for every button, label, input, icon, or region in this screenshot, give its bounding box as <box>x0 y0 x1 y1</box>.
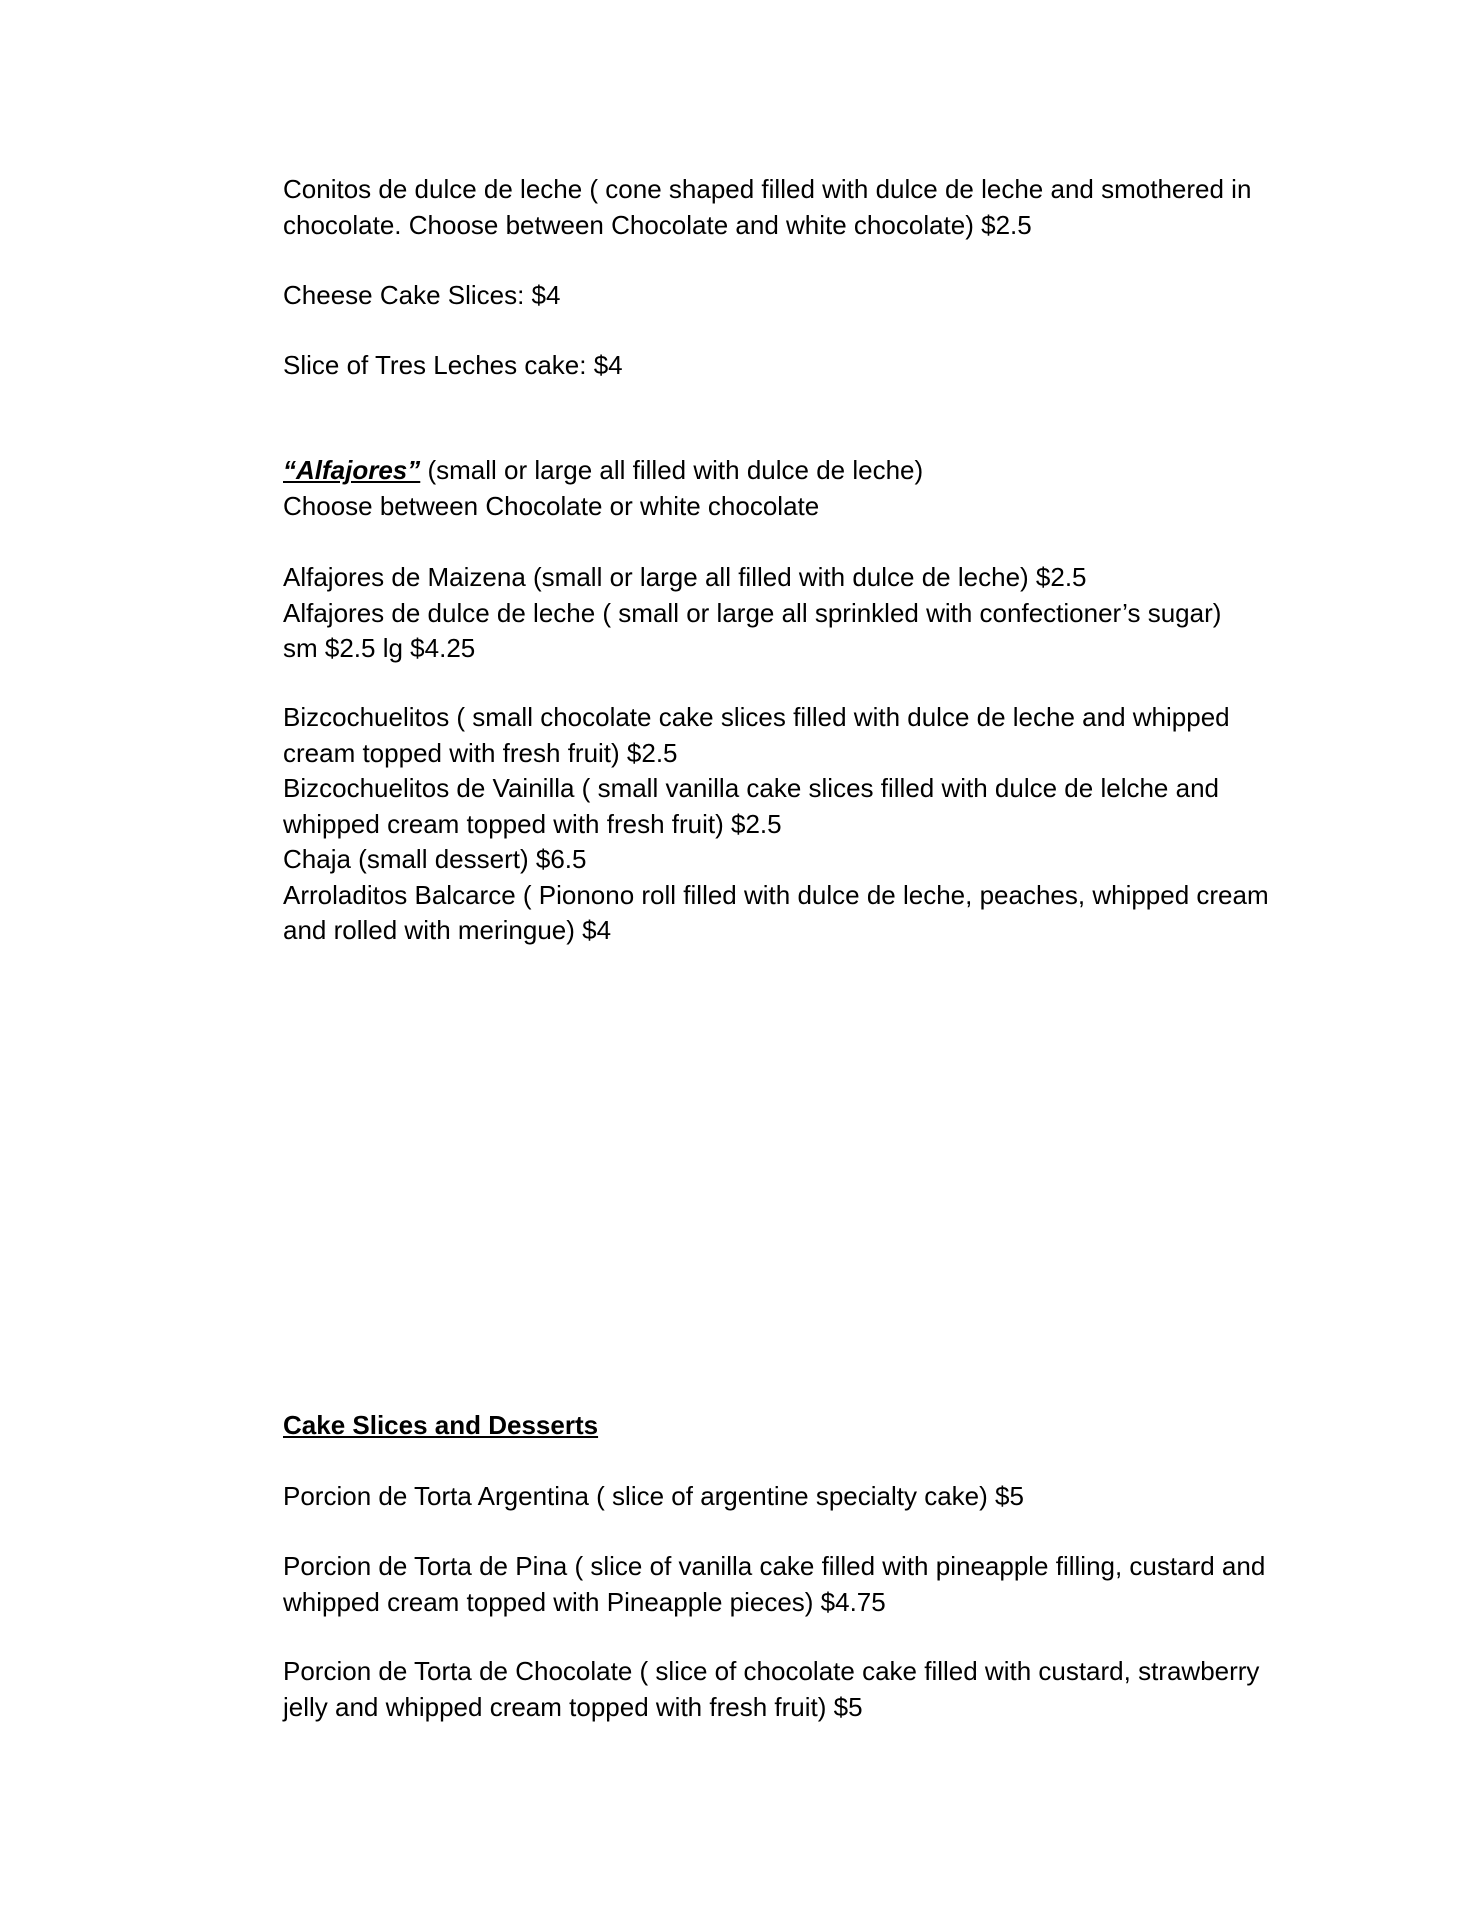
menu-item-text: chocolate. Choose between Chocolate and white chocolate) $2.5 <box>283 209 1032 240</box>
alfajores-items <box>283 560 1313 667</box>
menu-item-text: Slice of Tres Leches cake: $4 <box>283 350 623 380</box>
menu-item-cheesecake <box>283 278 1313 314</box>
small-desserts-items <box>283 700 1313 949</box>
menu-item-torta-chocolate <box>283 1654 1313 1725</box>
menu-item-conitos <box>283 172 1313 243</box>
section-heading: Cake Slices and Desserts <box>283 1410 599 1440</box>
section-heading-line <box>283 453 1313 489</box>
section-alfajores <box>283 453 1313 524</box>
menu-item-chaja: Chaja (small dessert) $6.5 <box>283 844 587 874</box>
section-subtitle: Choose between Chocolate or white chocolate <box>283 490 820 521</box>
menu-item-tres-leches <box>283 348 1313 384</box>
section-heading-note: (small or large all filled with dulce de leche) <box>420 455 924 485</box>
menu-item-dulce-de-leche: Alfajores de dulce de leche ( small or large all sprinkled with confectioner’s sugar) <box>283 597 1222 628</box>
menu-item-text: jelly and whipped cream topped with fresh fruit) $5 <box>283 1691 863 1722</box>
menu-item-text: Conitos de dulce de leche ( cone shaped filled with dulce de leche and smothered in <box>283 174 1252 204</box>
menu-item-bizcochuelitos-cont: cream topped with fresh fruit) $2.5 <box>283 737 678 768</box>
menu-item-text: whipped cream topped with Pineapple pieces) $4.75 <box>283 1586 886 1617</box>
menu-item-arroladitos-cont: and rolled with meringue) $4 <box>283 915 612 945</box>
menu-item-text: Porcion de Torta Argentina ( slice of argentine specialty cake) $5 <box>283 1481 1024 1511</box>
menu-item-arroladitos: Arroladitos Balcarce ( Pionono roll filled with dulce de leche, peaches, whipped cream <box>283 879 1269 910</box>
menu-item-bizcochuelitos: Bizcochuelitos ( small chocolate cake slices filled with dulce de leche and whipped <box>283 702 1230 732</box>
section-cake-slices <box>283 1408 1313 1444</box>
menu-item-bizcochuelitos-vainilla-cont: whipped cream topped with fresh fruit) $2.5 <box>283 808 782 839</box>
menu-item-dulce-de-leche-price: sm $2.5 lg $4.25 <box>283 633 476 663</box>
menu-item-bizcochuelitos-vainilla: Bizcochuelitos de Vainilla ( small vanilla cake slices filled with dulce de lelche and <box>283 773 1219 803</box>
menu-item-maizena: Alfajores de Maizena (small or large all filled with dulce de leche) $2.5 <box>283 562 1087 592</box>
section-heading: “Alfajores” <box>283 455 421 485</box>
menu-item-torta-pina <box>283 1549 1313 1620</box>
menu-item-text: Porcion de Torta de Pina ( slice of vanilla cake filled with pineapple filling, custard and <box>283 1551 1266 1581</box>
menu-item-torta-argentina <box>283 1479 1313 1515</box>
menu-item-text: Porcion de Torta de Chocolate ( slice of chocolate cake filled with custard, strawberry <box>283 1656 1260 1686</box>
menu-item-text: Cheese Cake Slices: $4 <box>283 280 561 310</box>
